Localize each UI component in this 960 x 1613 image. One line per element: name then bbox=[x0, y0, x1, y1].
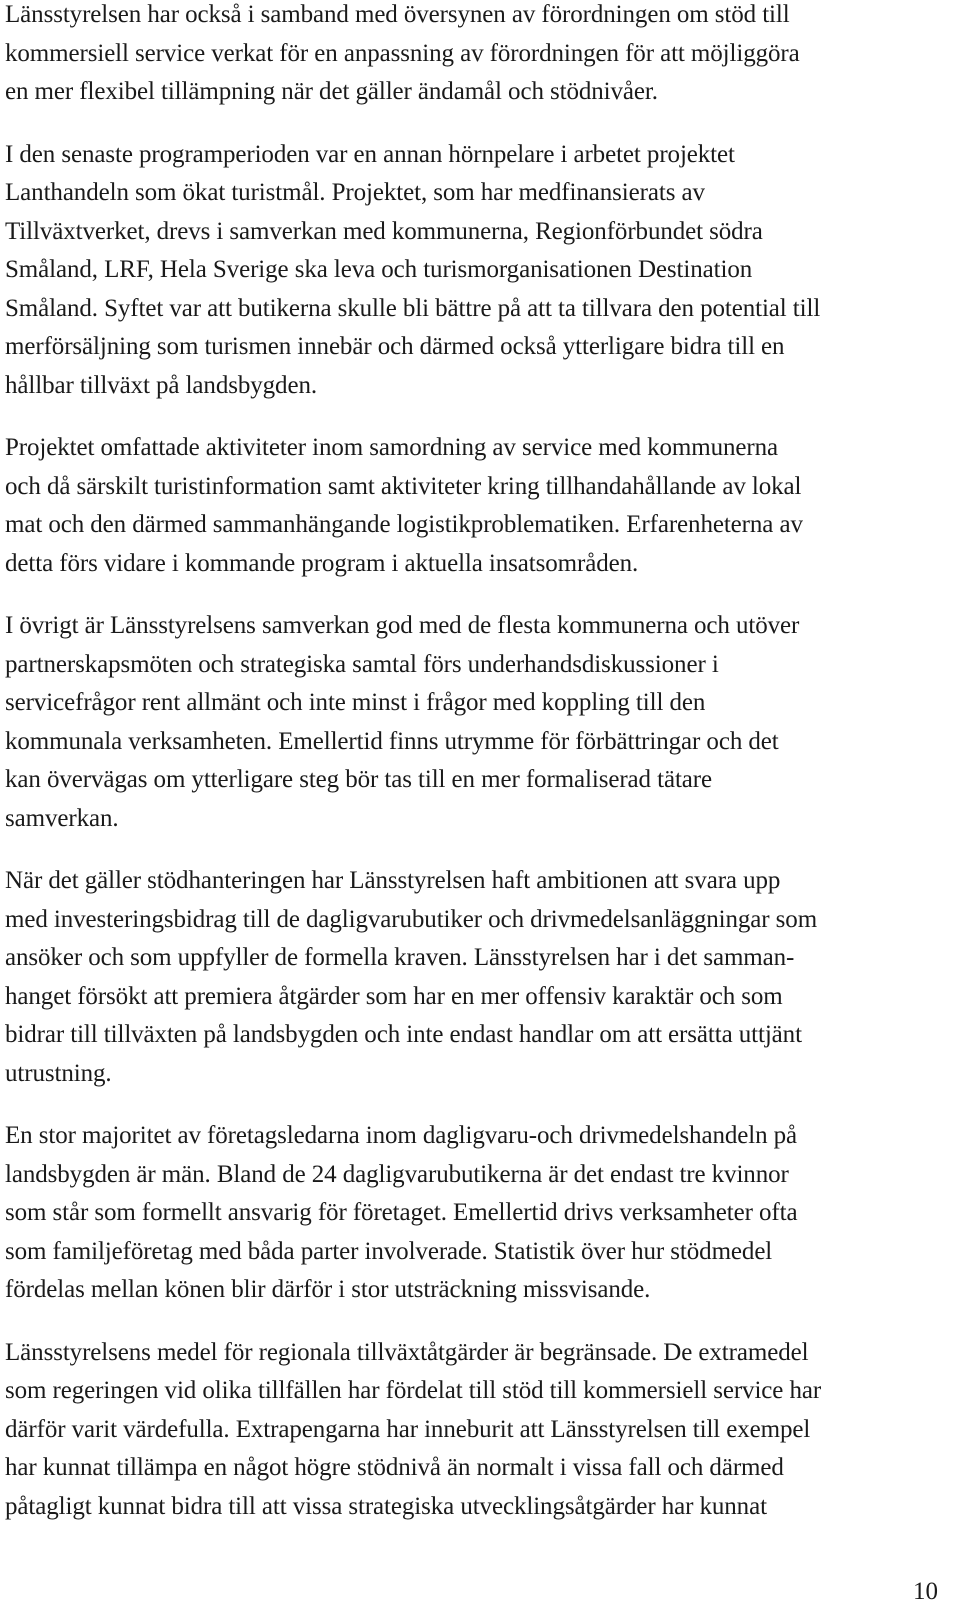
paragraph-3: Projektet omfattade aktiviteter inom samordning av service med kommunerna och då särskilt turistinformation samt aktiviteter kring tillhandahållande av lokal mat och den därmed sammanhängande logistikproblematiken. Erfarenheterna av detta förs vidare i kommande program i aktuella insatsområden. bbox=[5, 434, 803, 577]
paragraph-4: I övrigt är Länsstyrelsens samverkan god med de flesta kommunerna och utöver partnerskapsmöten och strategiska samtal förs underhandsdiskussioner i servicefrågor rent allmänt och inte minst i frågor med koppling till den kommunala verksamheten. Emellertid finns utrymme för förbättringar och det kan övervägas om ytterligare steg bör tas till en mer formaliserad tätare samverkan. bbox=[5, 612, 800, 832]
page-body bbox=[5, 0, 940, 1550]
paragraph-5: När det gäller stödhanteringen har Länsstyrelsen haft ambitionen att svara upp med investeringsbidrag till de dagligvarubutiker och drivmedelsanläggningar som ansöker och som uppfyller de formella kraven. Länsstyrelsen har i det samman- hanget försökt att premiera åtgärder som har en mer offensiv karaktär och som bidrar till tillväxten på landsbygden och inte endast handlar om att ersätta uttjänt utrustning. bbox=[5, 867, 818, 1087]
paragraph-2: I den senaste programperioden var en annan hörnpelare i arbetet projektet Lanthandeln som ökat turistmål. Projektet, som har medfinansierats av Tillväxtverket, drevs i samverkan med kommunerna, Regionförbundet södra Småland, LRF, Hela Sverige ska leva och turismorganisationen Destination Småland. Syftet var att butikerna skulle bli bättre på att ta tillvara den potential till merförsäljning som turismen innebär och därmed också ytterligare bidra till en hållbar tillväxt på landsbygden. bbox=[5, 140, 821, 399]
paragraph-1: Länsstyrelsen har också i samband med översynen av förordningen om stöd till kommersiell service verkat för en anpassning av förordningen för att möjliggöra en mer flexibel tillämpning när det gäller ändamål och stödnivåer. bbox=[5, 1, 800, 105]
page-number: 10 bbox=[913, 1578, 938, 1605]
paragraph-6: En stor majoritet av företagsledarna inom dagligvaru-och drivmedelshandeln på landsbygden är män. Bland de 24 dagligvarubutikerna är det endast tre kvinnor som står som formellt ansvarig för företaget. Emellertid drivs verksamheter ofta som familjeföretag med båda parter involverade. Statistik över hur stödmedel fördelas mellan könen blir därför i stor utsträckning missvisande. bbox=[5, 1122, 798, 1303]
paragraph-7: Länsstyrelsens medel för regionala tillväxtåtgärder är begränsade. De extramedel som regeringen vid olika tillfällen har fördelat till stöd till kommersiell service har därför varit värdefulla. Extrapengarna har inneburit att Länsstyrelsen till exempel har kunnat tillämpa en något högre stödnivå än normalt i vissa fall och därmed påtagligt kunnat bidra till att vissa strategiska utvecklingsåtgärder har kunnat bbox=[5, 1338, 822, 1520]
